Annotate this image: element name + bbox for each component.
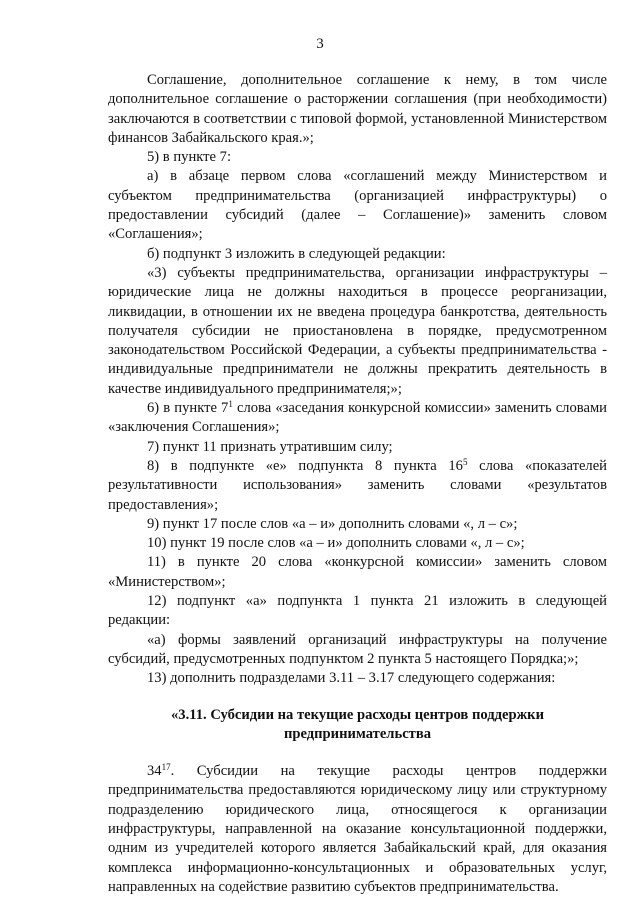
page-number: 3 (316, 36, 324, 52)
paragraph-item-5b: б) подпункт 3 изложить в следующей редакции: (147, 245, 446, 262)
paragraph-item-12a-text: «а) формы заявлений организаций инфраструктуры на получение субсидий, предусмотренных подпунктом 2 пункта 5 настоящего Порядка;»; (108, 631, 607, 667)
paragraph-item-10: 10) пункт 19 после слов «а – и» дополнить словами «, л – с»; (147, 535, 525, 552)
paragraph-item-9: 9) пункт 17 после слов «а – и» дополнить словами «, л – с»; (147, 515, 518, 532)
superscript-index: 5 (462, 457, 468, 467)
paragraph-item-5: 5) в пункте 7: (147, 149, 232, 166)
superscript-index: 1 (228, 399, 233, 410)
document-body (108, 71, 607, 897)
superscript-index: 17 (161, 762, 171, 773)
paragraph-item-6-end: слова «заседания конкурсной комиссии» заменить словами «заключения Соглашения»; (108, 400, 607, 436)
section-heading: «3.11. Субсидии на текущие расходы центров поддержки предпринимательства (171, 706, 544, 742)
paragraph-item-34-start: 34 (147, 763, 162, 780)
paragraph-item-13: 13) дополнить подразделами 3.11 – 3.17 следующего содержания: (147, 670, 556, 687)
paragraph-item-12: 12) подпункт «а» подпункта 1 пункта 21 изложить в следующей редакции: (108, 593, 607, 629)
paragraph-agreement-clause: Соглашение, дополнительное соглашение к нему, в том числе дополнительное соглашение о расторжении соглашения (при необходимости) заключаются в соответствии с типовой формой, установленной Министерством финансов Забайкальского края.»; (108, 72, 607, 146)
paragraph-item-8-end: слова «показателей результативности использования» заменить словами «результатов предоставления»; (108, 457, 607, 513)
paragraph-item-5a: а) в абзаце первом слова «соглашений между Министерством и субъектом предпринимательства (организацией инфраструктуры) о предоставлении субсидий (далее – Соглашение)» заменить словом «Соглашения»; (108, 168, 607, 243)
paragraph-item-6 (108, 399, 607, 438)
paragraph-item-7: 7) пункт 11 признать утратившим силу; (147, 438, 393, 455)
paragraph-item-6-start: 6) в пункте 7 (147, 400, 229, 417)
paragraph-item-11: 11) в пункте 20 слова «конкурсной комиссии» заменить словом «Министерством»; (108, 554, 607, 590)
paragraph-item-34-end: . Субсидии на текущие расходы центров поддержки предпринимательства предоставляются юридическому лицу или структурному подразделению юридического лица, относящегося к организации инфраструктуры, направленной на оказание консультационной поддержки, одним из учредителей которого является Забайкальский край, для оказания комплекса информационно-консультационных и образовательных услуг, направленных на содействие развитию субъектов предпринимательства. (108, 763, 607, 895)
paragraph-item-8 (108, 457, 607, 515)
paragraph-item-8-start: 8) в подпункте «е» подпункта 8 пункта 16 (147, 457, 463, 474)
paragraph-subitem-3-text: «3) субъекты предпринимательства, организации инфраструктуры – юридические лица не должны находиться в процессе реорганизации, ликвидации, в отношении их не введена процедура банкротства, деятельность получателя субсидии не приостановлена в порядке, предусмотренном законодательством Российской Федерации, а субъекты предпринимательства - индивидуальные предприниматели не должны прекратить деятельность в качестве индивидуального предпринимателя;»; (108, 264, 607, 397)
paragraph-item-34-17 (108, 762, 607, 897)
